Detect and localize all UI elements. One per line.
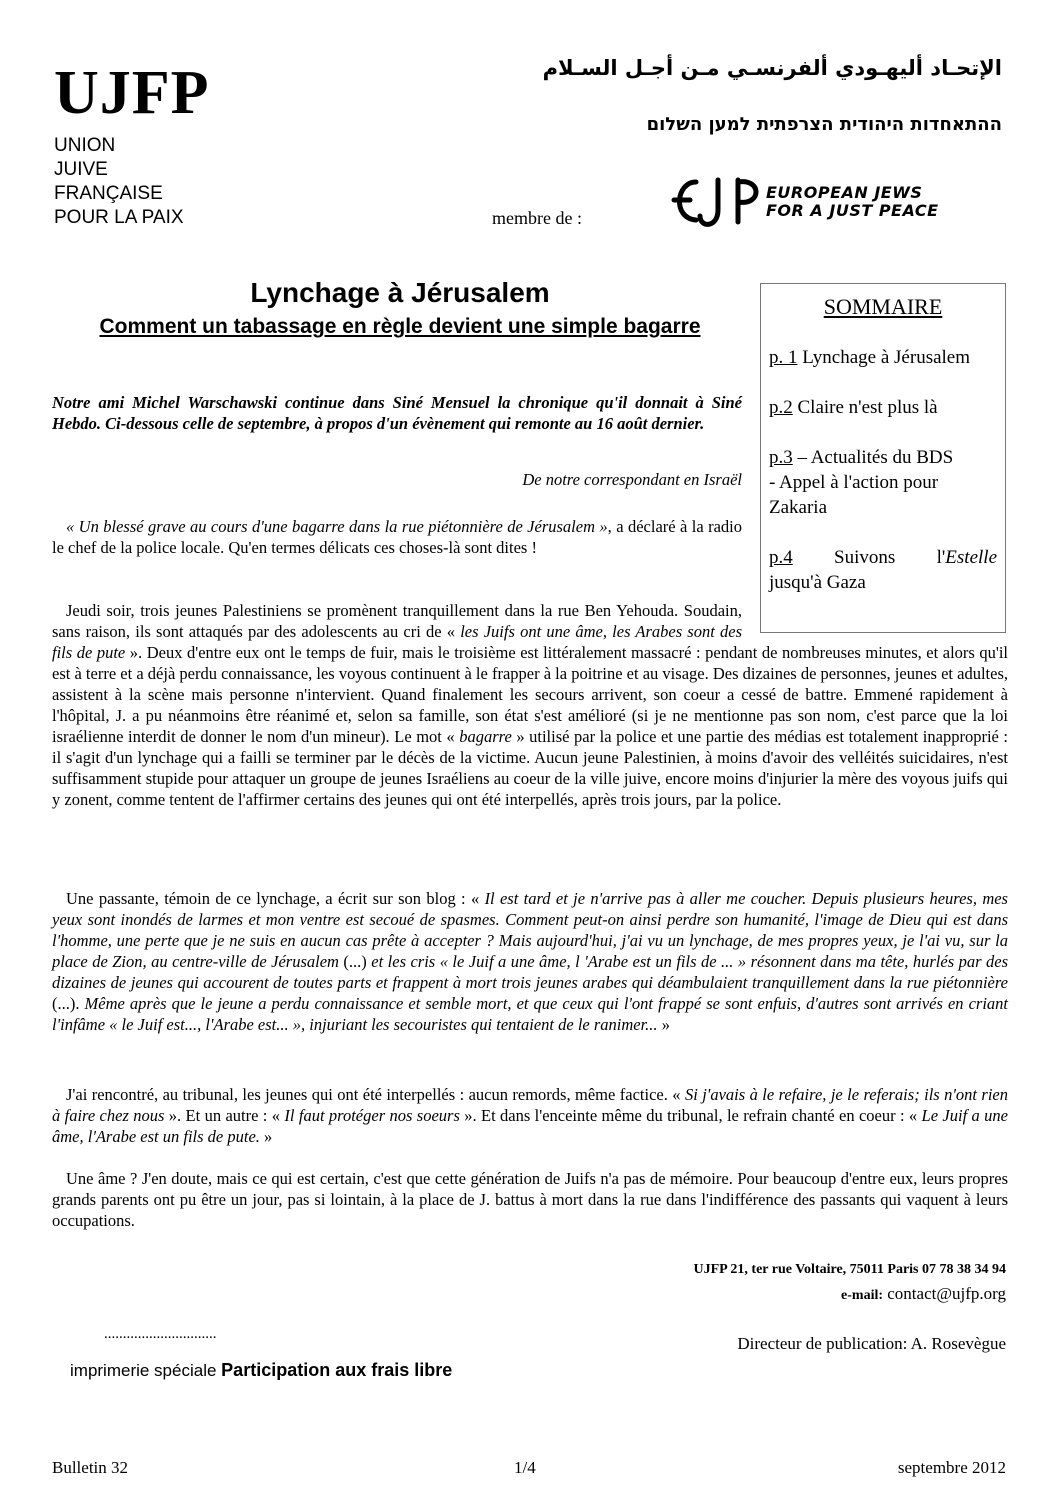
sommaire-page: p. 1 [769,347,798,368]
quote: Il faut protéger nos soeurs [284,1106,460,1125]
article-subtitle: Comment un tabassage en règle devient une simple bagarre [99,315,701,338]
ejjp-line-2: FOR A JUST PEACE [766,201,939,220]
article-byline: De notre correspondant en Israël [522,470,742,489]
sommaire-text-italic: Estelle [945,547,997,568]
sommaire-item [769,345,997,370]
quote: les Juifs ont une âme, les Arabes sont des fils de pute [52,622,742,662]
quote: Le Juif a une âme, l'Arabe est un fils de pute. [52,1106,1008,1146]
ujfp-name-line: FRANÇAISE [54,183,163,204]
sommaire-item [769,545,997,595]
sommaire-title: SOMMAIRE [823,294,943,319]
article-title: Lynchage à Jérusalem [250,277,550,308]
sommaire-text: - Appel à l'action pour Zakaria [769,472,939,518]
text: » [259,1127,273,1146]
bulletin-number: Bulletin 32 [52,1458,129,1477]
arabic-name: الإتحـاد أليهـودي ألفرنسـي مـن أجـل السـلام [542,56,1002,80]
sommaire-text: Suivons l' [792,547,946,568]
email-line [841,1284,1006,1304]
paragraph-5: Une âme ? J'en doute, mais ce qui est certain, c'est que cette génération de Juifs n'a pas de mémoire. Pour beaucoup d'entre eux, leurs propres grands parents ont pu être un jour, pas si lointain, à la place de J. battus à mort dans la rue dans l'indifférence des passants qui vaquent à leurs occupations. [52,1169,1008,1230]
text: ». Deux d'entre eux ont le temps de fuir, mais le troisième est littéralement massacré : pendant de nombreuses minutes, et alors qu'il est à terre et a déjà perdu connaissance, les voyous continuent à le frapper à la poitrine et au visage. Des dizaines de personnes, jeunes et adultes, assistent à la scène mais personne n'intervient. Quand finalement les secours arrivent, son coeur a cessé de battre. Emmené rapidement à l'hôpital, J. a pu néanmoins être réanimé et, selon sa famille, son état s'est amélioré (si je ne mentionne pas son nom, c'est parce que la loi israélienne interdit de donner le nom d'un mineur). Le mot « [52,643,1009,746]
sommaire-item [769,395,997,420]
sommaire-page: p.3 [769,447,793,468]
paragraph-3 [52,888,1008,1035]
sommaire-item [769,445,997,520]
text: Jeudi soir, trois jeunes Palestiniens se promènent tranquillement dans la rue Ben Yehouda. Soudain, sans raison, ils sont attaqués par des adolescents au cri de « [52,601,742,641]
quote: Si j'avais à le refaire, je le referais; ils n'ont rien à faire chez nous [52,1085,1008,1125]
text: (...). [52,994,85,1013]
dots-line: .............................. [104,1326,217,1342]
text: » utilisé par la police et une partie des médias est totalement inapproprié : il s'agit d'un lynchage qui a failli se terminer par le décès de la victime. Aucun jeune Palestinien, à moins d'avoir des velléités suicidaires, n'est suffisamment stupide pour attaquer un groupe de jeunes Israéliens au coeur de la ville juive, encore moins d'injurier la mère des voyous juifs qui y zonent, comme tentent de l'affirmer certains des jeunes qui ont été interpellés, après trois jours, par la police. [52,727,1008,809]
article-intro: Notre ami Michel Warschawski continue dans Siné Mensuel la chronique qu'il donnait à Siné Hebdo. Ci-dessous celle de septembre, à propos d'un évènement qui remonte au 16 août dernier. [52,393,742,433]
text: (...) [338,952,372,971]
quote: « Un blessé grave au cours d'une bagarre dans la rue piétonnière de Jérusalem » [66,517,608,536]
text: » [657,1015,670,1034]
sommaire-page: p.4 [769,547,793,568]
paragraph-1 [52,516,742,558]
ujfp-name-line: POUR LA PAIX [54,207,184,228]
sommaire-text: jusqu'à Gaza [769,572,866,593]
text: J'ai rencontré, au tribunal, les jeunes qui ont été interpellés : aucun remords, même factice. « [66,1085,685,1104]
sommaire-text: Claire n'est plus là [792,397,938,418]
director-line: Directeur de publication: A. Rosevègue [737,1334,1006,1353]
page-number: 1/4 [514,1458,536,1477]
sommaire-text: Lynchage à Jérusalem [797,347,971,368]
text: ». Et dans l'enceinte même du tribunal, le refrain chanté en coeur : « [459,1106,922,1125]
issue-date: septembre 2012 [897,1458,1006,1477]
paragraph-2-body [52,600,1008,810]
hebrew-name: ההתאחדות היהודית הצרפתית למען השלום [646,114,1002,135]
sommaire-page: p.2 [769,397,793,418]
float-spacer [742,600,1008,642]
email-label: e-mail: [841,1288,884,1303]
imprimerie-label: imprimerie spéciale [70,1361,222,1380]
email-link[interactable]: contact@ujfp.org [883,1284,1006,1303]
quote: bagarre [459,727,512,746]
paragraph-4 [52,1084,1008,1147]
address: UJFP 21, ter rue Voltaire, 75011 Paris 07 78 38 34 94 [693,1262,1006,1277]
sommaire-box [760,283,1006,633]
text: , a déclaré à la radio le chef de la police locale. Qu'en termes délicats ces choses-là sont dites ! [52,517,742,557]
ejjp-name [766,184,939,220]
ujfp-name-line: UNION [54,135,116,156]
participation-label: Participation aux frais libre [221,1360,453,1380]
text: ». Et un autre : « [164,1106,285,1125]
ujfp-logo: UJFP [54,59,210,127]
quote: et les cris « le Juif a une âme, l 'Arabe est un fils de ... » résonnent dans ma tête, hurlés par des dizaines de jeunes qui accourent de toutes parts et frappent à mort trois jeunes arabes qui déambulaient tranquillement dans la rue piétonnière [52,952,1008,992]
ujfp-full-name [54,134,184,230]
membre-label: membre de : [492,208,582,228]
imprimerie-line [70,1360,452,1381]
sommaire-text: – Actualités du BDS [792,447,954,468]
quote: Même après que le jeune a perdu connaissance et semble mort, et que ceux qui l'ont frappé se sont enfuis, d'autres sont arrivés en criant l'infâme « le Juif est..., l'Arabe est... », injuriant les secouristes qui tentaient de le ranimer... [52,994,1008,1034]
ujfp-name-line: JUIVE [54,159,108,180]
quote: Il est tard et je n'arrive pas à aller me coucher. Depuis plusieurs heures, mes yeux sont inondés de larmes et mon ventre est secoué de spasmes. Comment peut-on ainsi perdre son humanité, l'image de Dieu qui est dans l'homme, une perte que je ne suis en aucun cas prête à accepter ? Mais aujourd'hui, j'ai vu un lynchage, de mes propres yeux, je l'ai vu, sur la place de Zion, au centre-ville de Jérusalem [52,889,1008,971]
text: Une passante, témoin de ce lynchage, a écrit sur son blog : « [66,889,485,908]
ejjp-line-1: EUROPEAN JEWS [766,183,923,202]
